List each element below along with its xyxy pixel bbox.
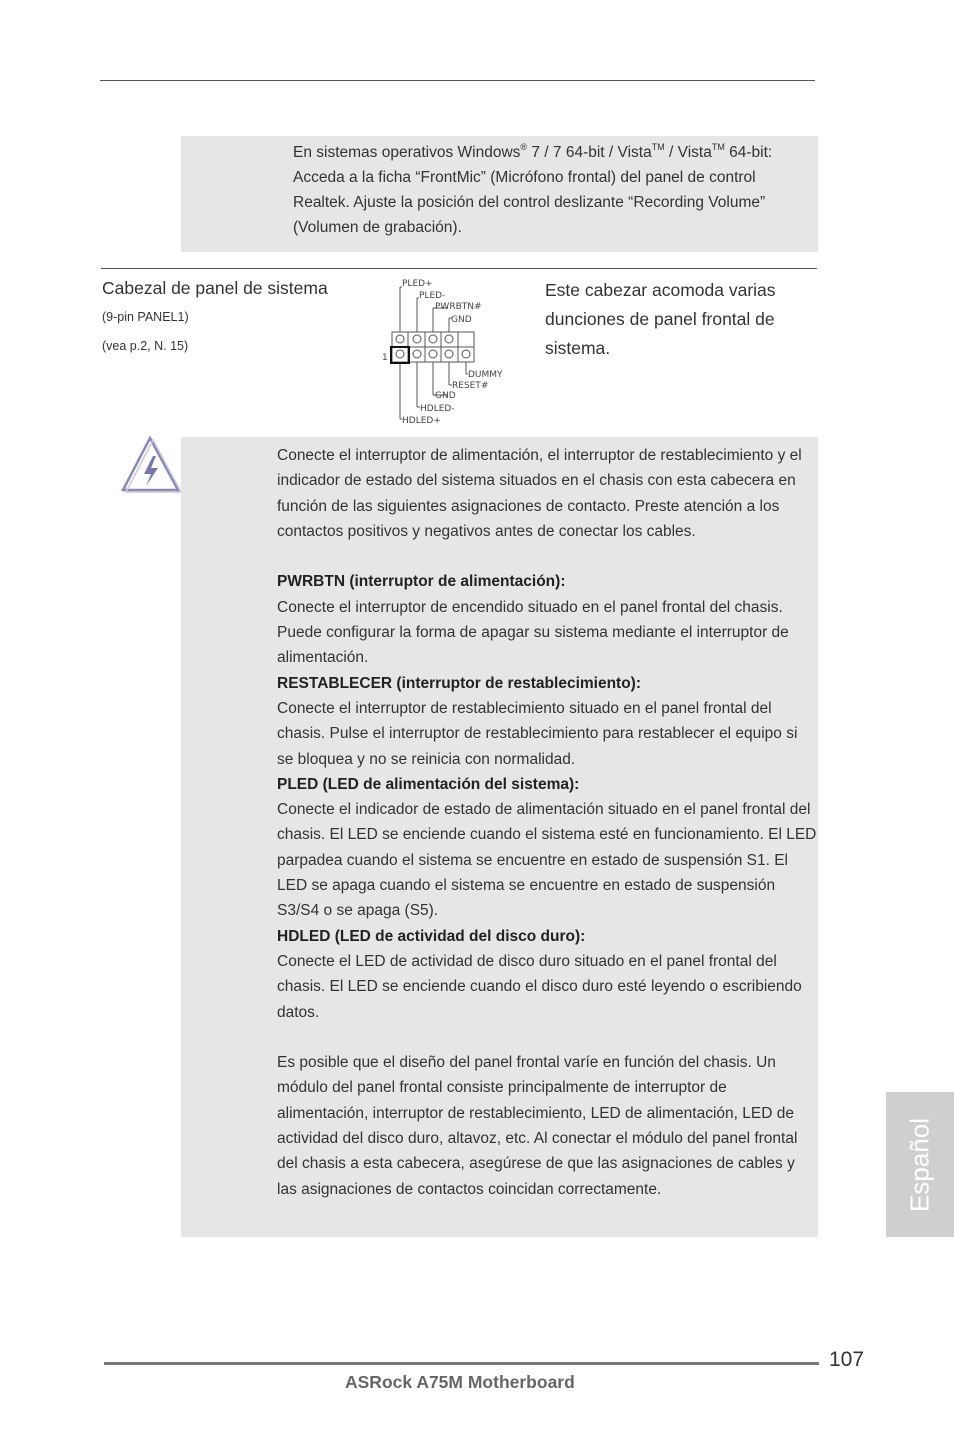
reset-heading: RESTABLECER (interruptor de restablecimiento): [277, 674, 642, 692]
label-reset: RESET# [452, 381, 489, 391]
label-pwrbtn: PWRBTN# [435, 302, 482, 312]
footer-title: ASRock A75M Motherboard [345, 1372, 575, 1392]
pled-text: Conecte el indicador de estado de alimentación situado en el panel frontal del chasis. El LED se enciende cuando el sistema esté en funcionamiento. El LED parpadea cuando el sistema se encuentre en estado de suspensión S1. El LED se apaga cuando el sistema se encuentre en estado de suspensión S3/S4 o se apaga (S5). [277, 801, 817, 920]
intro-paragraph: Conecte el interruptor de alimentación, el interruptor de restablecimiento y el indicador de estado del sistema situados en el chasis con esta cabecera en función de las siguientes asignaciones de contacto. Preste atención a los contactos positivos y negativos antes de conectar los cables. [277, 447, 802, 540]
label-hdled-minus: HDLED- [420, 404, 455, 414]
top-rule [100, 80, 815, 81]
pled-heading: PLED (LED de alimentación del sistema): [277, 775, 580, 793]
panel-header-diagram [380, 274, 520, 430]
header-title: Cabezal de panel de sistema [102, 278, 328, 298]
language-tab [886, 1092, 954, 1237]
note-line-4: (Volumen de grabación). [293, 219, 462, 236]
label-gnd-top: GND [451, 315, 472, 325]
note-line-2: Acceda a la ficha “FrontMic” (Micrófono frontal) del panel de control [293, 169, 756, 186]
header-subtitle-pin: (9-pin PANEL1) [102, 310, 189, 324]
label-gnd-bottom: GND [435, 391, 456, 401]
page-number: 107 [829, 1348, 865, 1371]
label-pled-minus: PLED- [419, 291, 446, 301]
reset-text: Conecte el interruptor de restablecimiento situado en el panel frontal del chasis. Pulse el interruptor de restablecimiento para restablecer el equipo si se bloquea y no se reinicia con normalidad. [277, 699, 798, 768]
pwrbtn-text: Conecte el interruptor de encendido situado en el panel frontal del chasis. Puede configurar la forma de apagar su sistema mediante el interruptor de alimentación. [277, 598, 789, 667]
note-line-1: En sistemas operativos Windows® 7 / 7 64-bit / Vista™ / Vista™ 64-bit: [293, 141, 773, 161]
language-tab-label: Español [904, 1117, 935, 1212]
label-hdled-plus: HDLED+ [402, 416, 441, 426]
pin1-highlight [391, 347, 409, 363]
note-text [293, 140, 818, 240]
note-line-3: Realtek. Ajuste la posición del control deslizante “Recording Volume” [293, 194, 766, 211]
label-pled-plus: PLED+ [402, 279, 433, 289]
warning-lightning-icon [120, 434, 184, 494]
section-rule [101, 268, 817, 269]
main-text [277, 443, 817, 1202]
closing-paragraph: Es posible que el diseño del panel frontal varíe en función del chasis. Un módulo del panel frontal consiste principalmente de interruptor de alimentación, interruptor de restablecimiento, LED de alimentación, LED de actividad del disco duro, altavoz, etc. Al conectar el módulo del panel frontal del chasis a esta cabecera, asegúrese de que las asignaciones de cables y las asignaciones de contactos coincidan correctamente. [277, 1054, 798, 1198]
hdled-heading: HDLED (LED de actividad del disco duro): [277, 927, 586, 945]
header-subtitle-ref: (vea p.2, N. 15) [102, 339, 189, 353]
footer-rule [104, 1362, 819, 1365]
pin1-marker: 1 [382, 353, 388, 363]
label-dummy: DUMMY [468, 370, 503, 380]
pwrbtn-heading: PWRBTN (interruptor de alimentación): [277, 573, 566, 591]
header-description: Este cabezar acomoda varias dunciones de panel frontal de sistema. [545, 280, 776, 358]
hdled-text: Conecte el LED de actividad de disco duro situado en el panel frontal del chasis. El LED se enciende cuando el disco duro esté leyendo o escribiendo datos. [277, 952, 802, 1021]
